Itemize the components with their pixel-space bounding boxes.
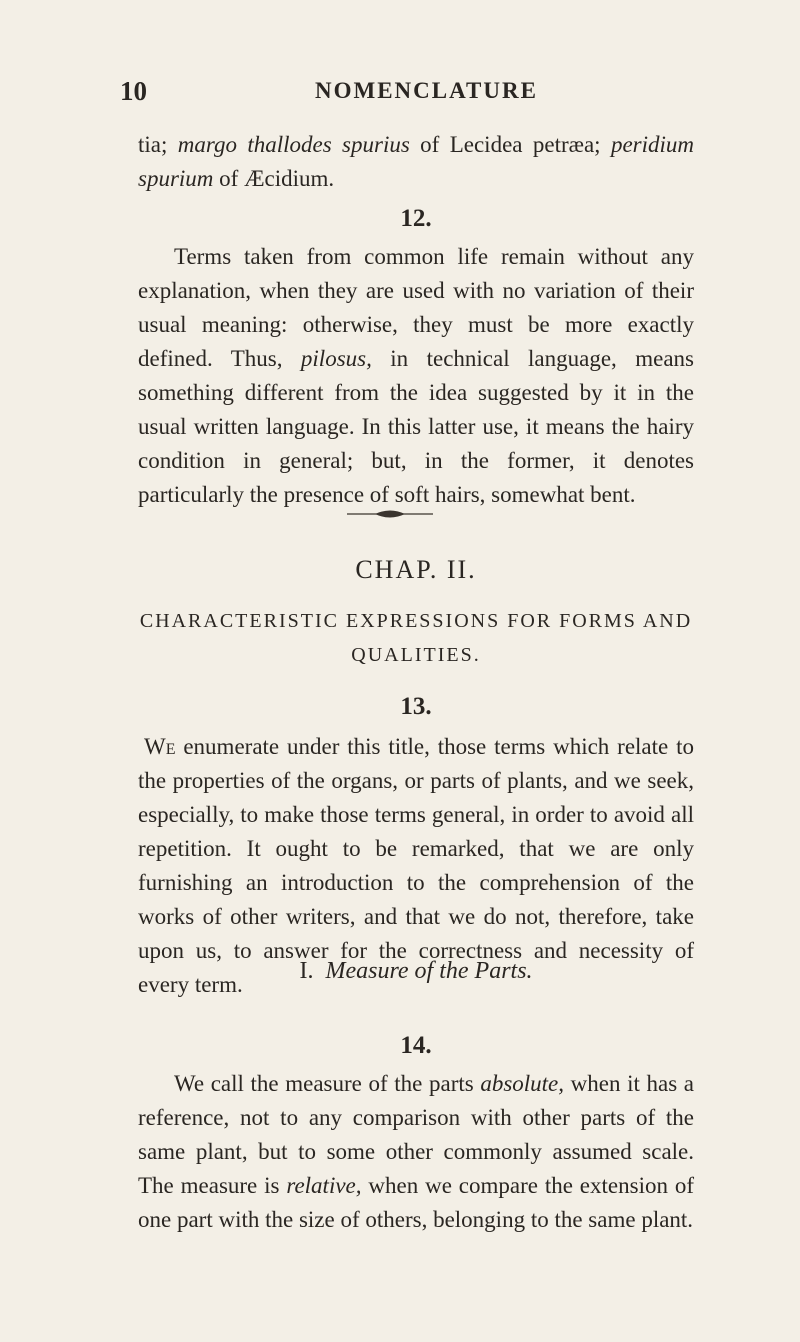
chapter-title: CHAP. II. [355, 555, 477, 584]
section-number-13: 13. [400, 693, 432, 720]
subsection-heading: I. Measure of the Parts. [299, 958, 533, 984]
chapter-heading: CHARACTERISTIC EXPRESSIONS FOR FORMS AND QUALITIES. [139, 610, 693, 666]
intro-paragraph: tia; margo thallodes spurius of Lecidea petræa; peridium spurium of Æcidium. [138, 132, 694, 191]
section-number-12: 12. [400, 205, 432, 232]
ornament-divider [345, 508, 435, 520]
section-13-paragraph: We enumerate under this title, those terms which relate to the properties of the organs, or parts of plants, and we seek, especially, to make those terms general, in order to avoid all repetition. It ought to be remarked, that we are only furnishing an introduction to the comprehension of the works of other writers, and that we do not, therefore, take upon us, to answer for the correctness and necessity of every term. [138, 734, 694, 997]
section-number-14: 14. [400, 1032, 432, 1059]
section-14-paragraph: We call the measure of the parts absolute, when it has a reference, not to any comparison with other parts of the same plant, but to some other commonly assumed scale. The measure is relative, when we compare the extension of one part with the size of others, belonging to the same plant. [138, 1071, 694, 1232]
page-number: 10 [120, 76, 147, 106]
section-12-paragraph: Terms taken from common life remain without any explanation, when they are used with no variation of their usual meaning: otherwise, they must be more exactly defined. Thus, pilosus, in technical language, means something different from the idea suggested by it in the usual written language. In this latter use, it means the hairy condition in general; but, in the former, it denotes particularly the presence of soft hairs, somewhat bent. [138, 244, 694, 507]
running-head: NOMENCLATURE [315, 78, 538, 103]
page-header [120, 76, 720, 116]
